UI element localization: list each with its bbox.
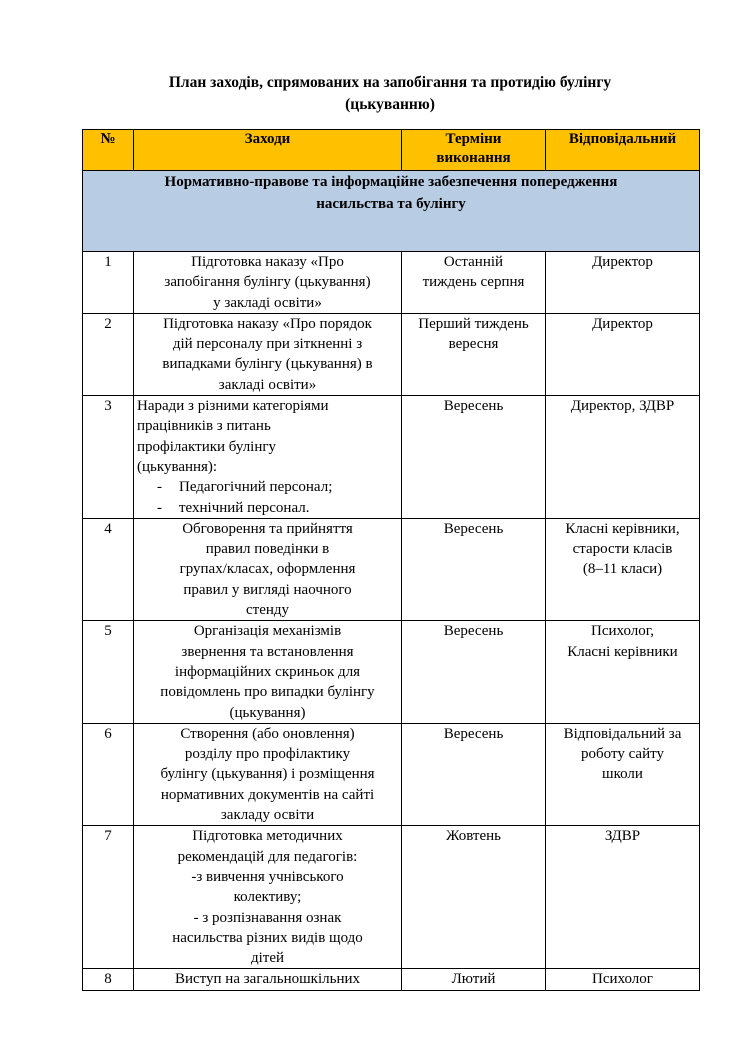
measure-line: стенду	[245, 602, 290, 619]
term-cell	[402, 252, 546, 314]
row-number: 3	[83, 396, 134, 519]
header-row	[83, 130, 700, 171]
responsible-line: Класні керівники,	[565, 520, 680, 537]
header-responsible: Відповідальний	[546, 130, 700, 171]
measure-line: колективу;	[233, 889, 302, 906]
measure-line: дій персоналу при зіткненні з	[172, 336, 363, 353]
responsible-cell	[546, 826, 700, 969]
measure-line: Підготовка наказу «Про порядок	[163, 315, 372, 332]
measure-cell	[134, 313, 402, 395]
responsible-cell	[546, 313, 700, 395]
row-number: 7	[83, 826, 134, 969]
term-cell	[402, 969, 546, 990]
responsible-line: Директор, ЗДВР	[570, 398, 675, 415]
responsible-line: Директор	[592, 254, 653, 270]
responsible-line: Відповідальний за	[563, 725, 682, 742]
measure-cell	[134, 723, 402, 825]
measure-line: -з вивчення учнівського	[191, 868, 344, 885]
measure-line: правил у вигляді наочного	[183, 581, 352, 598]
responsible-line: Директор	[592, 315, 653, 332]
responsible-line: ЗДВР	[604, 828, 641, 845]
row-number: 6	[83, 723, 134, 825]
list-item-text: технічний персонал.	[179, 499, 310, 516]
measure-line: Обговорення та прийняття	[182, 520, 353, 537]
header-terms-line-1: Терміни	[445, 131, 502, 147]
responsible-cell	[546, 396, 700, 519]
measure-line: працівників з питань	[137, 418, 271, 435]
measure-line: звернення та встановлення	[181, 643, 354, 660]
responsible-cell	[546, 723, 700, 825]
responsible-cell	[546, 969, 700, 990]
measures-table	[82, 129, 700, 991]
measure-line: групах/класах, оформлення	[179, 561, 356, 578]
measure-line: у закладі освіти»	[213, 294, 322, 311]
responsible-line: (8–11 класи)	[582, 561, 663, 578]
responsible-line: роботу сайту	[581, 746, 664, 763]
measure-line: інформаційних скриньок для	[174, 663, 361, 680]
responsible-cell	[546, 621, 700, 723]
measure-line: закладі освіти»	[218, 376, 317, 393]
measure-line: закладу освіти	[220, 807, 315, 824]
measure-line: нормативних документів на сайті	[160, 786, 375, 803]
measure-line: випадками булінгу (цькування) в	[162, 356, 373, 373]
measure-line: булінгу (цькування) і розміщення	[160, 766, 375, 783]
table-row	[83, 252, 700, 314]
table-row	[83, 518, 700, 620]
table-row	[83, 396, 700, 519]
responsible-cell	[546, 518, 700, 620]
term-cell	[402, 396, 546, 519]
responsible-line: старости класів	[572, 541, 673, 558]
measure-line: профілактики булінгу	[137, 438, 277, 455]
measure-cell	[134, 621, 402, 723]
section-line-2: насильства та булінгу	[316, 196, 466, 212]
term-cell	[402, 313, 546, 395]
measure-cell	[134, 518, 402, 620]
responsible-cell	[546, 252, 700, 314]
measure-line: правил поведінки в	[205, 541, 330, 558]
term-line: тиждень серпня	[422, 274, 525, 291]
responsible-line: Психолог	[592, 971, 653, 988]
row-number: 8	[83, 969, 134, 990]
term-cell	[402, 826, 546, 969]
header-measures: Заходи	[134, 130, 402, 171]
term-line: Вересень	[443, 725, 504, 742]
measure-line: рекомендацій для педагогів:	[177, 848, 358, 865]
term-cell	[402, 621, 546, 723]
term-line: Вересень	[443, 520, 504, 537]
title-line-1: План заходів, спрямованих на запобігання та протидію булінгу	[168, 74, 612, 91]
header-terms	[402, 130, 546, 171]
section-row	[83, 171, 700, 252]
term-cell	[402, 723, 546, 825]
term-line: Вересень	[443, 623, 504, 640]
measure-line: - з розпізнавання ознак	[193, 909, 342, 926]
measure-line: Підготовка методичних	[192, 828, 343, 845]
measure-cell	[134, 396, 402, 519]
measure-line: Створення (або оновлення)	[180, 725, 355, 742]
table-row	[83, 969, 700, 990]
section-line-1: Нормативно-правове та інформаційне забезпечення попередження	[164, 174, 618, 190]
list-item-text: Педагогічний персонал;	[179, 479, 333, 496]
row-number: 4	[83, 518, 134, 620]
term-line: Вересень	[443, 398, 504, 415]
responsible-line: школи	[602, 766, 643, 783]
table-row	[83, 621, 700, 723]
title-line-2: (цькуванню)	[345, 96, 435, 113]
list-item: - технічний персонал.	[157, 499, 310, 516]
table-row	[83, 723, 700, 825]
header-terms-line-2: виконання	[436, 150, 511, 166]
measure-line: запобігання булінгу (цькування)	[164, 274, 371, 291]
document-title	[80, 72, 700, 116]
measure-line: (цькування)	[229, 704, 306, 721]
table-row	[83, 313, 700, 395]
measure-line: розділу про профілактику	[184, 746, 351, 763]
measure-line: (цькування):	[137, 458, 218, 475]
header-num: №	[83, 130, 134, 171]
term-line: Лютий	[451, 971, 496, 988]
measure-line: повідомлень про випадки булінгу	[160, 684, 375, 701]
term-cell	[402, 518, 546, 620]
table-row	[83, 826, 700, 969]
term-line: Останній	[443, 254, 504, 270]
section-heading	[83, 171, 700, 252]
term-line: Перший тиждень	[418, 315, 529, 332]
term-line: вересня	[448, 336, 499, 353]
measure-line: Наради з різними категоріями	[137, 398, 329, 415]
staff-category-list	[137, 477, 398, 518]
measure-line: Підготовка наказу «Про	[191, 254, 344, 270]
measure-cell	[134, 826, 402, 969]
responsible-line: Класні керівники	[567, 643, 678, 660]
measure-line: насильства різних видів щодо	[172, 929, 363, 946]
measure-line: Виступ на загальношкільних	[174, 971, 361, 988]
term-line: Жовтень	[446, 828, 501, 845]
responsible-line: Психолог,	[591, 623, 654, 640]
list-item: - Педагогічний персонал;	[157, 479, 333, 496]
row-number: 1	[83, 252, 134, 314]
row-number: 2	[83, 313, 134, 395]
row-number: 5	[83, 621, 134, 723]
measure-cell	[134, 252, 402, 314]
measure-line: дітей	[250, 950, 285, 967]
measure-cell	[134, 969, 402, 990]
measure-line: Організація механізмів	[193, 623, 342, 640]
